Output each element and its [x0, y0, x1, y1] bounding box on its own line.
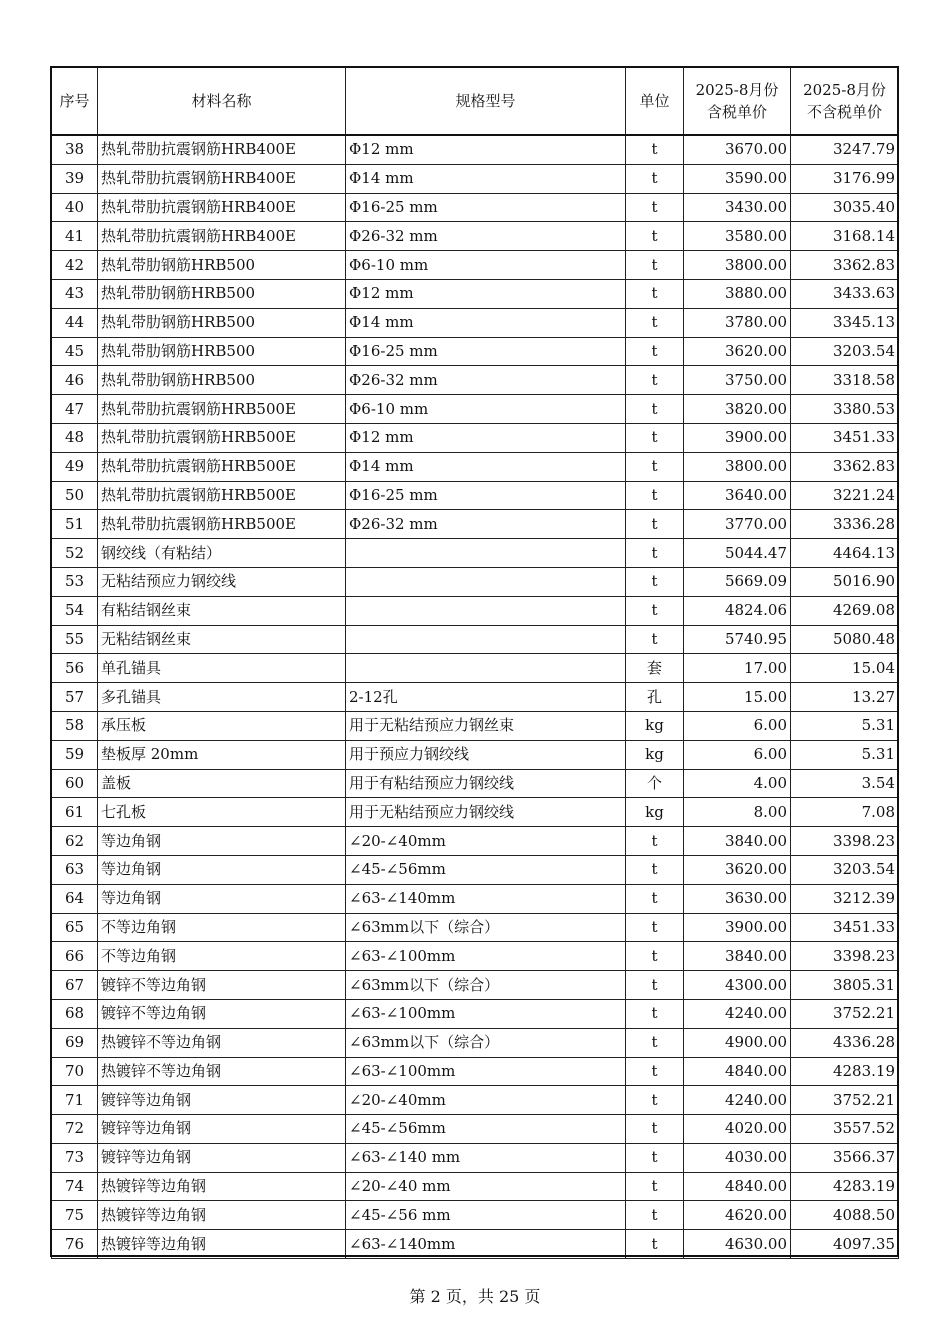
cell-spec	[346, 625, 626, 654]
cell-name: 单孔锚具	[98, 654, 346, 683]
cell-no: 70	[52, 1057, 98, 1086]
cell-no: 55	[52, 625, 98, 654]
cell-spec: ∠20-∠40 mm	[346, 1172, 626, 1201]
table-row	[52, 711, 899, 740]
cell-unit: t	[626, 539, 684, 568]
cell-spec: Φ26-32 mm	[346, 366, 626, 395]
cell-price-notax: 3451.33	[791, 913, 899, 942]
cell-unit: 孔	[626, 683, 684, 712]
header-price-tax-line1: 2025-8月份	[695, 81, 779, 99]
cell-name: 无粘结钢丝束	[98, 625, 346, 654]
cell-no: 73	[52, 1143, 98, 1172]
cell-price-tax: 3590.00	[684, 164, 791, 193]
cell-price-notax: 3362.83	[791, 452, 899, 481]
cell-price-tax: 3900.00	[684, 423, 791, 452]
cell-name: 热轧带肋钢筋HRB500	[98, 279, 346, 308]
cell-price-tax: 3430.00	[684, 193, 791, 222]
cell-price-tax: 4824.06	[684, 596, 791, 625]
cell-price-notax: 3752.21	[791, 1086, 899, 1115]
cell-no: 66	[52, 942, 98, 971]
cell-spec: 用于预应力钢绞线	[346, 740, 626, 769]
cell-price-notax: 3566.37	[791, 1143, 899, 1172]
cell-price-tax: 5669.09	[684, 567, 791, 596]
table-row	[52, 366, 899, 395]
cell-name: 热轧带肋抗震钢筋HRB500E	[98, 452, 346, 481]
cell-price-tax: 8.00	[684, 798, 791, 827]
cell-spec: ∠45-∠56mm	[346, 1115, 626, 1144]
table-row	[52, 1201, 899, 1230]
cell-unit: t	[626, 942, 684, 971]
table-row	[52, 279, 899, 308]
cell-unit: t	[626, 1172, 684, 1201]
cell-spec: 2-12孔	[346, 683, 626, 712]
cell-spec: ∠63-∠140mm	[346, 884, 626, 913]
cell-unit: kg	[626, 798, 684, 827]
cell-name: 垫板厚 20mm	[98, 740, 346, 769]
cell-price-notax: 3176.99	[791, 164, 899, 193]
table-row	[52, 855, 899, 884]
cell-price-notax: 3345.13	[791, 308, 899, 337]
cell-spec: Φ16-25 mm	[346, 337, 626, 366]
cell-name: 热镀锌等边角钢	[98, 1172, 346, 1201]
cell-spec: ∠20-∠40mm	[346, 1086, 626, 1115]
cell-price-notax: 3203.54	[791, 337, 899, 366]
table-row	[52, 251, 899, 280]
table-row	[52, 423, 899, 452]
cell-unit: t	[626, 596, 684, 625]
cell-price-tax: 3770.00	[684, 510, 791, 539]
cell-price-notax: 3336.28	[791, 510, 899, 539]
cell-no: 43	[52, 279, 98, 308]
cell-name: 七孔板	[98, 798, 346, 827]
cell-price-tax: 4240.00	[684, 1086, 791, 1115]
cell-unit: t	[626, 395, 684, 424]
table-row	[52, 481, 899, 510]
cell-no: 58	[52, 711, 98, 740]
table-row	[52, 222, 899, 251]
cell-price-notax: 5016.90	[791, 567, 899, 596]
cell-spec: ∠63mm以下（综合）	[346, 1028, 626, 1057]
cell-price-notax: 5080.48	[791, 625, 899, 654]
cell-no: 61	[52, 798, 98, 827]
cell-price-notax: 3805.31	[791, 971, 899, 1000]
cell-spec: 用于无粘结预应力钢丝束	[346, 711, 626, 740]
cell-unit: 个	[626, 769, 684, 798]
table-row	[52, 1172, 899, 1201]
cell-no: 62	[52, 827, 98, 856]
cell-no: 38	[52, 135, 98, 164]
cell-no: 71	[52, 1086, 98, 1115]
cell-price-notax: 4283.19	[791, 1172, 899, 1201]
cell-name: 热轧带肋钢筋HRB500	[98, 308, 346, 337]
table-row	[52, 999, 899, 1028]
cell-spec: ∠63-∠100mm	[346, 999, 626, 1028]
table-row	[52, 596, 899, 625]
cell-name: 等边角钢	[98, 827, 346, 856]
cell-price-notax: 3203.54	[791, 855, 899, 884]
cell-price-tax: 3580.00	[684, 222, 791, 251]
cell-name: 热轧带肋抗震钢筋HRB400E	[98, 193, 346, 222]
cell-unit: t	[626, 1028, 684, 1057]
cell-no: 72	[52, 1115, 98, 1144]
cell-spec: ∠63-∠100mm	[346, 1057, 626, 1086]
cell-unit: t	[626, 1201, 684, 1230]
table-row	[52, 452, 899, 481]
cell-price-notax: 3398.23	[791, 942, 899, 971]
cell-spec: Φ26-32 mm	[346, 222, 626, 251]
cell-no: 67	[52, 971, 98, 1000]
cell-unit: t	[626, 251, 684, 280]
cell-unit: t	[626, 308, 684, 337]
cell-price-notax: 3.54	[791, 769, 899, 798]
cell-price-notax: 3035.40	[791, 193, 899, 222]
table-frame-left	[50, 67, 52, 1256]
cell-price-tax: 3900.00	[684, 913, 791, 942]
cell-price-notax: 4269.08	[791, 596, 899, 625]
cell-no: 64	[52, 884, 98, 913]
cell-name: 承压板	[98, 711, 346, 740]
cell-spec: ∠63mm以下（综合）	[346, 913, 626, 942]
table-body	[52, 135, 899, 1259]
cell-spec: ∠63-∠140 mm	[346, 1143, 626, 1172]
table-row	[52, 884, 899, 913]
cell-price-notax: 3362.83	[791, 251, 899, 280]
cell-unit: t	[626, 884, 684, 913]
table-row	[52, 164, 899, 193]
cell-unit: t	[626, 1143, 684, 1172]
table-row	[52, 567, 899, 596]
cell-no: 47	[52, 395, 98, 424]
cell-no: 60	[52, 769, 98, 798]
cell-no: 69	[52, 1028, 98, 1057]
cell-no: 68	[52, 999, 98, 1028]
cell-price-tax: 4020.00	[684, 1115, 791, 1144]
cell-price-tax: 4240.00	[684, 999, 791, 1028]
table-row	[52, 683, 899, 712]
cell-no: 44	[52, 308, 98, 337]
cell-unit: t	[626, 1115, 684, 1144]
cell-price-notax: 3318.58	[791, 366, 899, 395]
cell-spec	[346, 567, 626, 596]
cell-no: 39	[52, 164, 98, 193]
cell-name: 多孔锚具	[98, 683, 346, 712]
cell-name: 盖板	[98, 769, 346, 798]
cell-price-tax: 3880.00	[684, 279, 791, 308]
cell-name: 热轧带肋抗震钢筋HRB500E	[98, 395, 346, 424]
cell-price-notax: 3451.33	[791, 423, 899, 452]
cell-name: 热镀锌不等边角钢	[98, 1057, 346, 1086]
cell-name: 钢绞线（有粘结）	[98, 539, 346, 568]
cell-unit: t	[626, 423, 684, 452]
table-frame-bottom	[50, 1255, 899, 1257]
cell-spec: ∠45-∠56mm	[346, 855, 626, 884]
cell-spec: Φ14 mm	[346, 164, 626, 193]
header-price-notax	[791, 68, 899, 136]
cell-spec: Φ12 mm	[346, 279, 626, 308]
cell-spec: Φ12 mm	[346, 135, 626, 164]
cell-price-notax: 4097.35	[791, 1230, 899, 1259]
cell-name: 不等边角钢	[98, 942, 346, 971]
cell-name: 不等边角钢	[98, 913, 346, 942]
table-row	[52, 913, 899, 942]
cell-unit: t	[626, 913, 684, 942]
cell-price-tax: 5740.95	[684, 625, 791, 654]
cell-spec: Φ14 mm	[346, 308, 626, 337]
cell-name: 热镀锌等边角钢	[98, 1201, 346, 1230]
cell-name: 热轧带肋抗震钢筋HRB400E	[98, 164, 346, 193]
cell-name: 等边角钢	[98, 855, 346, 884]
cell-unit: t	[626, 1086, 684, 1115]
header-no: 序号	[52, 68, 98, 136]
cell-unit: t	[626, 971, 684, 1000]
cell-unit: t	[626, 1057, 684, 1086]
cell-price-tax: 3630.00	[684, 884, 791, 913]
cell-price-tax: 4630.00	[684, 1230, 791, 1259]
cell-price-tax: 3780.00	[684, 308, 791, 337]
cell-unit: t	[626, 855, 684, 884]
cell-price-tax: 5044.47	[684, 539, 791, 568]
cell-spec: ∠63-∠100mm	[346, 942, 626, 971]
cell-name: 热轧带肋抗震钢筋HRB500E	[98, 423, 346, 452]
table-header-row	[52, 68, 899, 136]
cell-spec: Φ6-10 mm	[346, 395, 626, 424]
cell-no: 41	[52, 222, 98, 251]
cell-no: 46	[52, 366, 98, 395]
cell-spec: ∠45-∠56 mm	[346, 1201, 626, 1230]
page-footer: 第 2 页，共 25 页	[409, 1287, 541, 1306]
cell-unit: t	[626, 193, 684, 222]
cell-price-notax: 3557.52	[791, 1115, 899, 1144]
table-row	[52, 193, 899, 222]
cell-price-tax: 6.00	[684, 740, 791, 769]
cell-unit: t	[626, 481, 684, 510]
table-row	[52, 1115, 899, 1144]
cell-unit: 套	[626, 654, 684, 683]
cell-name: 热轧带肋抗震钢筋HRB400E	[98, 222, 346, 251]
table-row	[52, 625, 899, 654]
cell-price-notax: 4088.50	[791, 1201, 899, 1230]
table-row	[52, 942, 899, 971]
cell-unit: t	[626, 337, 684, 366]
table-row	[52, 654, 899, 683]
table-row	[52, 798, 899, 827]
cell-spec: 用于无粘结预应力钢绞线	[346, 798, 626, 827]
cell-name: 热镀锌不等边角钢	[98, 1028, 346, 1057]
header-unit: 单位	[626, 68, 684, 136]
cell-spec: Φ14 mm	[346, 452, 626, 481]
cell-unit: t	[626, 279, 684, 308]
cell-name: 热轧带肋钢筋HRB500	[98, 251, 346, 280]
cell-spec: Φ12 mm	[346, 423, 626, 452]
cell-name: 无粘结预应力钢绞线	[98, 567, 346, 596]
cell-price-notax: 3398.23	[791, 827, 899, 856]
table-row	[52, 1028, 899, 1057]
header-spec: 规格型号	[346, 68, 626, 136]
cell-price-tax: 3840.00	[684, 942, 791, 971]
cell-price-tax: 3800.00	[684, 251, 791, 280]
cell-spec: Φ16-25 mm	[346, 193, 626, 222]
cell-spec: Φ16-25 mm	[346, 481, 626, 510]
cell-unit: kg	[626, 740, 684, 769]
cell-no: 76	[52, 1230, 98, 1259]
header-price-notax-line2: 不含税单价	[806, 103, 882, 121]
cell-name: 等边角钢	[98, 884, 346, 913]
cell-no: 63	[52, 855, 98, 884]
cell-no: 51	[52, 510, 98, 539]
table-row	[52, 539, 899, 568]
cell-name: 镀锌不等边角钢	[98, 999, 346, 1028]
cell-price-notax: 3380.53	[791, 395, 899, 424]
table-frame-right	[897, 67, 899, 1256]
cell-name: 热轧带肋抗震钢筋HRB500E	[98, 481, 346, 510]
cell-price-tax: 17.00	[684, 654, 791, 683]
table-row	[52, 510, 899, 539]
cell-price-notax: 4464.13	[791, 539, 899, 568]
table-row	[52, 740, 899, 769]
header-price-notax-line1: 2025-8月份	[803, 81, 886, 99]
cell-spec: ∠20-∠40mm	[346, 827, 626, 856]
cell-price-notax: 7.08	[791, 798, 899, 827]
cell-no: 54	[52, 596, 98, 625]
cell-price-notax: 3247.79	[791, 135, 899, 164]
cell-name: 热轧带肋钢筋HRB500	[98, 337, 346, 366]
cell-spec: ∠63-∠140mm	[346, 1230, 626, 1259]
cell-unit: t	[626, 567, 684, 596]
price-table	[51, 67, 899, 1259]
cell-unit: t	[626, 999, 684, 1028]
cell-spec	[346, 539, 626, 568]
table-frame-top	[50, 66, 899, 68]
cell-price-tax: 3800.00	[684, 452, 791, 481]
cell-price-notax: 5.31	[791, 711, 899, 740]
cell-price-tax: 4300.00	[684, 971, 791, 1000]
cell-no: 50	[52, 481, 98, 510]
cell-price-notax: 15.04	[791, 654, 899, 683]
cell-price-notax: 4336.28	[791, 1028, 899, 1057]
cell-no: 49	[52, 452, 98, 481]
cell-price-tax: 3620.00	[684, 855, 791, 884]
cell-price-tax: 15.00	[684, 683, 791, 712]
cell-spec: Φ6-10 mm	[346, 251, 626, 280]
cell-price-notax: 3168.14	[791, 222, 899, 251]
table-row	[52, 971, 899, 1000]
cell-unit: t	[626, 625, 684, 654]
cell-unit: t	[626, 452, 684, 481]
cell-spec: 用于有粘结预应力钢绞线	[346, 769, 626, 798]
cell-unit: kg	[626, 711, 684, 740]
cell-price-tax: 6.00	[684, 711, 791, 740]
table-row	[52, 337, 899, 366]
cell-price-tax: 3840.00	[684, 827, 791, 856]
cell-name: 镀锌等边角钢	[98, 1115, 346, 1144]
cell-no: 45	[52, 337, 98, 366]
cell-price-notax: 3752.21	[791, 999, 899, 1028]
cell-spec: Φ26-32 mm	[346, 510, 626, 539]
cell-name: 热轧带肋抗震钢筋HRB400E	[98, 135, 346, 164]
cell-price-notax: 5.31	[791, 740, 899, 769]
cell-price-notax: 3221.24	[791, 481, 899, 510]
cell-price-tax: 3640.00	[684, 481, 791, 510]
table-row	[52, 1143, 899, 1172]
table-row	[52, 1086, 899, 1115]
table-row	[52, 769, 899, 798]
header-price-tax	[684, 68, 791, 136]
cell-no: 53	[52, 567, 98, 596]
table-row	[52, 395, 899, 424]
cell-price-tax: 4900.00	[684, 1028, 791, 1057]
cell-price-notax: 4283.19	[791, 1057, 899, 1086]
cell-unit: t	[626, 510, 684, 539]
cell-unit: t	[626, 135, 684, 164]
cell-unit: t	[626, 222, 684, 251]
cell-no: 48	[52, 423, 98, 452]
header-name: 材料名称	[98, 68, 346, 136]
table-row	[52, 308, 899, 337]
cell-price-tax: 4620.00	[684, 1201, 791, 1230]
cell-price-tax: 4840.00	[684, 1172, 791, 1201]
table-row	[52, 135, 899, 164]
cell-no: 65	[52, 913, 98, 942]
cell-price-tax: 3670.00	[684, 135, 791, 164]
cell-name: 镀锌等边角钢	[98, 1086, 346, 1115]
cell-price-tax: 4840.00	[684, 1057, 791, 1086]
cell-no: 52	[52, 539, 98, 568]
cell-price-tax: 4.00	[684, 769, 791, 798]
cell-no: 57	[52, 683, 98, 712]
cell-name: 热轧带肋抗震钢筋HRB500E	[98, 510, 346, 539]
cell-spec	[346, 596, 626, 625]
cell-price-tax: 3620.00	[684, 337, 791, 366]
table-row	[52, 1057, 899, 1086]
table-row	[52, 827, 899, 856]
cell-spec: ∠63mm以下（综合）	[346, 971, 626, 1000]
cell-no: 59	[52, 740, 98, 769]
cell-no: 42	[52, 251, 98, 280]
cell-no: 40	[52, 193, 98, 222]
cell-price-tax: 3820.00	[684, 395, 791, 424]
cell-price-notax: 13.27	[791, 683, 899, 712]
cell-name: 热轧带肋钢筋HRB500	[98, 366, 346, 395]
cell-price-notax: 3433.63	[791, 279, 899, 308]
cell-price-tax: 4030.00	[684, 1143, 791, 1172]
header-price-tax-line2: 含税单价	[706, 103, 767, 121]
cell-no: 74	[52, 1172, 98, 1201]
cell-unit: t	[626, 1230, 684, 1259]
cell-name: 镀锌不等边角钢	[98, 971, 346, 1000]
cell-no: 56	[52, 654, 98, 683]
cell-unit: t	[626, 366, 684, 395]
cell-price-tax: 3750.00	[684, 366, 791, 395]
cell-spec	[346, 654, 626, 683]
cell-name: 镀锌等边角钢	[98, 1143, 346, 1172]
cell-no: 75	[52, 1201, 98, 1230]
cell-unit: t	[626, 827, 684, 856]
cell-unit: t	[626, 164, 684, 193]
cell-price-notax: 3212.39	[791, 884, 899, 913]
cell-name: 热镀锌等边角钢	[98, 1230, 346, 1259]
cell-name: 有粘结钢丝束	[98, 596, 346, 625]
